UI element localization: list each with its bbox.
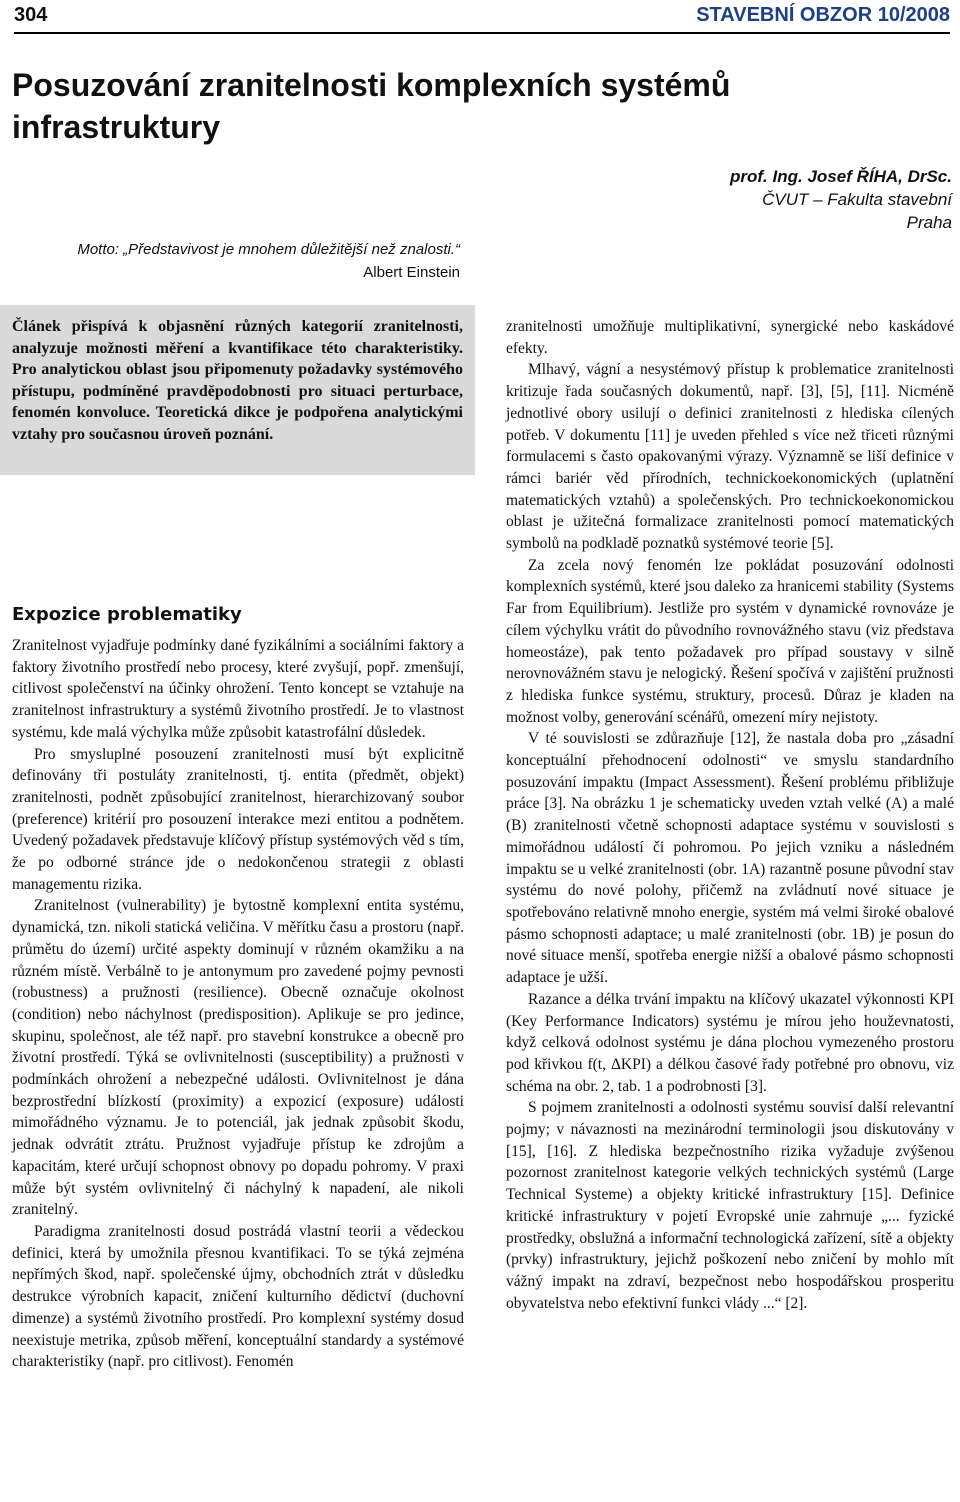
section-title: Expozice problematiky [12,604,242,625]
paragraph: zranitelnosti umožňuje multiplikativní, synergické nebo kaskádové efekty. [506,318,954,357]
author-affiliation: ČVUT – Fakulta stavební [762,190,952,209]
paragraph: Zranitelnost (vulnerability) je bytostně komplexní entita systému, dynamická, tzn. nikoli statická veličina. V měřítku času a prostoru (např. průmětu do území) určité aspekty dominují v různém okamžiku a na různém místě. Verbálně to je antonymum pro zavedené pojmy pevnosti (robustness) a pružnosti (resilience). Obecně označuje okolnost (condition) nebo náchylnost (predisposition). Aplikuje se pro jedince, skupinu, společnost, ale též např. pro stavební konstrukce a obecně pro životní prostředí. Týká se ovlivnitelnosti (susceptibility) a pružnosti v podmínkách ohrožení a nebezpečné události. Ovlivnitelnost je dána bezprostřední blízkostí (proximity) a expozicí (exposure) události mimořádného významu. Je to potenciál, jak jednak způsobit škodu, jednak odvrátit ztrátu. Pružnost vyjadřuje přístup ke zdrojům a kapacitám, které určují schopnost obnovy po dopadu pohromy. V praxi může být systém ovlivnitelný či náchylný k napadení, ale nikoli zranitelný. [12,897,464,1219]
motto-author: Albert Einstein [363,264,460,281]
page-number: 304 [14,4,48,26]
abstract-text: Článek přispívá k objasnění různých kategorií zranitelnosti, analyzuje možnosti měření a kvantifikace této charakteristiky. Pro analytickou oblast jsou připomenuty požadavky systémového přístupu, podmíněné pravděpodobnosti pro situaci perturbace, fenomén konvoluce. Teoretická dikce je podpořena analytickými vztahy pro současnou úroveň poznání. [12,318,463,443]
journal-name: STAVEBNÍ OBZOR 10/2008 [696,4,950,26]
page-header [0,0,960,32]
right-column [506,316,954,1314]
paragraph: Pro smysluplné posouzení zranitelnosti musí být explicitně definovány tři postuláty zranitelnosti, tj. entita (předmět, objekt) zranitelnosti, podnět způsobující zranitelnost, hierarchizovaný soubor (preference) kritérií pro posouzení interakce mezi entitou a podnětem. Uvedený požadavek představuje klíčový přístup systémových věd s tím, že po odborné stránce jde o nedokončenou strategii z oblasti managementu rizika. [12,745,464,893]
paragraph: Za zcela nový fenomén lze pokládat posuzování odolnosti komplexních systémů, které jsou daleko za hranicemi stability (Systems Far from Equilibrium). Jestliže pro systém v dynamické rovnováze je cílem výchylku vrátit do původního rovnovážného stavu (viz představa homeostáze), pak tento požadavek pro případ soustavy v silně nerovnovážném stavu je nelogický. Řešení spočívá v zajištění pružnosti z hlediska funkce systému, struktury, procesů. Důraz je kladen na možnost volby, generování scénářů, omezení míry nejistoty. [506,556,954,726]
header-rule [14,32,950,34]
motto [30,238,460,284]
paragraph: S pojmem zranitelnosti a odolnosti systému souvisí další relevantní pojmy; v návaznosti na mezinárodní terminologii jsou diskutovány v [15], [16]. Z hlediska bezpečnostního rizika vyžaduje zvýšenou pozornost zranitelnost kategorie velkých technických systémů (Large Technical Systeme) a objekty kritické infrastruktury [15]. Definice kritické infrastruktury v pojetí Evropské unie zahrnuje „... fyzické prostředky, obslužná a informační technologická zařízení, sítě a objekty (prvky) infrastruktury, jejichž poškození nebo zničení by mohlo mít vážný impakt na zdraví, bezpečnost nebo hospodářskou prosperitu obyvatelstva nebo efektivní funkci vlády ...“ [2]. [506,1099,954,1312]
paragraph: Zranitelnost vyjadřuje podmínky dané fyzikálními a sociálními faktory a faktory životního prostředí nebo procesy, které zvyšují, popř. zmenšují, citlivost společenství na účinky ohrožení. Tento koncept se vztahuje na zranitelnost infrastruktury a systémů životního prostředí. Je to vlastnost systému, kde malá výchylka může způsobit katastrofální důsledek. [12,637,464,741]
author-city: Praha [906,213,952,232]
motto-text: Motto: „Představivost je mnohem důležitější než znalosti.“ [77,241,460,258]
author-name: prof. Ing. Josef ŘÍHA, DrSc. [730,167,952,186]
paragraph: Paradigma zranitelnosti dosud postrádá vlastní teorii a vědeckou definici, která by umožnila přesnou kvantifikaci. To se týká zejména nepřímých škod, např. společenské újmy, obchodních ztrát v důsledku destrukce výrobních kapacit, zničení kulturního dědictví (duchovní dimenze) a systémů životního prostředí. Pro komplexní systémy dosud neexistuje metrika, způsob měření, konceptuální standardy a systémové charakteristiky (např. pro citlivost). Fenomén [12,1222,464,1371]
article-title: Posuzování zranitelnosti komplexních systémů infrastruktury [12,67,731,145]
abstract-box [0,305,475,475]
paragraph: V té souvislosti se zdůrazňuje [12], že nastala doba pro „zásadní konceptuální přehodnocení odolnosti“ ve smyslu standardního posuzování impaktu (Impact Assessment). Řešení problému přibližuje práce [3]. Na obrázku 1 je schematicky uveden vztah velké (A) a malé (B) zranitelnosti včetně schopnosti adaptace systému v souvislosti s mimořádnou událostí či pohromou. Po jejich vzniku a následném impaktu se u velké zranitelnosti (obr. 1A) razantně posune původní stav systému do nové polohy, přičemž na zvládnutí nové situace je spotřebováno relativně mnoho energie, systém má velmi široké obalové pásmo schopnosti adaptace; u malé zranitelnosti (obr. 1B) je posun do nové situace menší, spotřeba energie nižší a obalové pásmo schopnosti adaptace je užší. [506,730,954,987]
left-column [12,604,464,1373]
paragraph: Razance a délka trvání impaktu na klíčový ukazatel výkonnosti KPI (Key Performance Indicators) systému je mírou jeho houževnatosti, když celková odolnost systému je dána plochou vymezeného prostoru pod křivkou f(t, ΔKPI) a délkou časové řady potřebné pro obnovu, viz schéma na obr. 2, tab. 1 a podrobnosti [3]. [506,990,954,1095]
paragraph: Mlhavý, vágní a nesystémový přístup k problematice zranitelnosti kritizuje řada současných dokumentů, např. [3], [5], [11]. Nicméně jednotlivé obory usilují o definici zranitelnosti z hlediska cílených potřeb. V dokumentu [11] je uveden přehled s více než třiceti různými formulacemi s často opakovanými výrazy. Významně se liší definice v rámci bariér věd přírodních, technickoekonomických (uplatnění matematických vztahů) a společenských. Pro technickoekonomickou oblast je užitečná formalizace zranitelnosti pomocí matematických symbolů na podkladě poznatků systémové teorie [5]. [506,361,954,553]
author-block [730,165,952,234]
